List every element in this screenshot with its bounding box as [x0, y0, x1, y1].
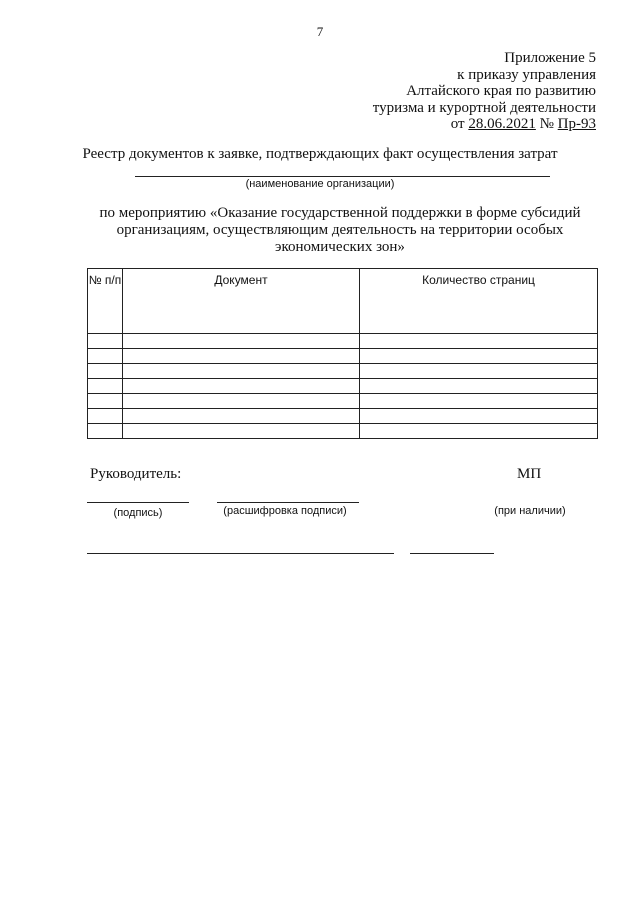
cell-pages[interactable]: [360, 334, 598, 349]
cell-document[interactable]: [123, 409, 360, 424]
table-row[interactable]: [88, 409, 598, 424]
cell-document[interactable]: [123, 394, 360, 409]
event-description: по мероприятию «Оказание государственной поддержки в форме субсидий организациям, осуществляющим деятельность на территории особых экономических зон»: [99, 205, 581, 255]
signature-line[interactable]: [87, 502, 189, 503]
signature-decode-caption: (расшифровка подписи): [223, 505, 347, 517]
annex-title: Приложение 5: [504, 50, 596, 66]
annex-date-line: [373, 116, 596, 133]
cell-pages[interactable]: [360, 379, 598, 394]
cell-document[interactable]: [123, 364, 360, 379]
cell-pages[interactable]: [360, 424, 598, 439]
table-row[interactable]: [88, 349, 598, 364]
cell-num[interactable]: [88, 394, 123, 409]
table-row[interactable]: [88, 394, 598, 409]
cell-num[interactable]: [88, 409, 123, 424]
cell-num[interactable]: [88, 364, 123, 379]
table-row[interactable]: [88, 424, 598, 439]
number-prefix: №: [535, 116, 558, 132]
presence-caption: (при наличии): [494, 505, 566, 517]
bottom-line-long[interactable]: [87, 553, 394, 554]
annex-line: туризма и курортной деятельности: [372, 99, 596, 116]
documents-table: [87, 268, 598, 439]
cell-num[interactable]: [88, 349, 123, 364]
document-title: Реестр документов к заявке, подтверждающих факт осуществления затрат: [82, 146, 558, 162]
annex-block: [373, 50, 596, 133]
organization-caption: (наименование организации): [245, 178, 395, 190]
header-pages: Количество страниц: [360, 269, 598, 334]
annex-line: Алтайского края по развитию: [406, 83, 596, 99]
head-label: Руководитель:: [90, 466, 182, 482]
stamp-label: МП: [517, 466, 542, 482]
header-num: № п/п: [88, 269, 123, 334]
cell-document[interactable]: [123, 349, 360, 364]
cell-pages[interactable]: [360, 364, 598, 379]
organization-name-line[interactable]: [135, 176, 550, 177]
page-number: 7: [316, 24, 324, 39]
order-date: 28.06.2021: [468, 116, 536, 132]
annex-line: к приказу управления: [457, 66, 596, 83]
cell-num[interactable]: [88, 334, 123, 349]
header-document: Документ: [123, 269, 360, 334]
table-header-row: [88, 269, 598, 334]
cell-num[interactable]: [88, 379, 123, 394]
bottom-line-short[interactable]: [410, 553, 494, 554]
signature-caption: (подпись): [113, 507, 163, 519]
cell-pages[interactable]: [360, 394, 598, 409]
table-row[interactable]: [88, 334, 598, 349]
date-prefix: от: [450, 116, 469, 132]
cell-num[interactable]: [88, 424, 123, 439]
cell-document[interactable]: [123, 424, 360, 439]
signature-decode-line[interactable]: [217, 502, 359, 503]
cell-pages[interactable]: [360, 349, 598, 364]
cell-document[interactable]: [123, 379, 360, 394]
order-number: Пр-93: [557, 116, 596, 132]
table-row[interactable]: [88, 379, 598, 394]
table-row[interactable]: [88, 364, 598, 379]
cell-pages[interactable]: [360, 409, 598, 424]
cell-document[interactable]: [123, 334, 360, 349]
